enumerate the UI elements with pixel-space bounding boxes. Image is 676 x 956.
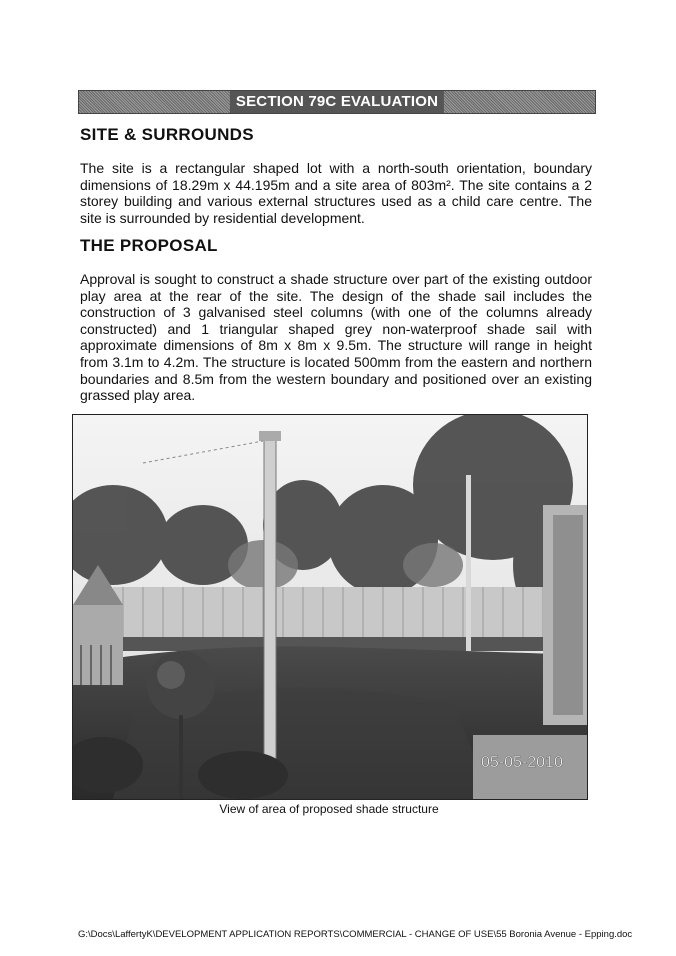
site-photo xyxy=(72,414,588,800)
document-footer-path: G:\Docs\LaffertyK\DEVELOPMENT APPLICATION REPORTS\COMMERCIAL - CHANGE OF USE\55 Boronia Avenue - Epping.doc xyxy=(78,929,633,940)
photo-date-stamp: 05-05-2010 xyxy=(481,754,563,771)
site-paragraph: The site is a rectangular shaped lot with a north-south orientation, boundary dimensions of 18.29m x 44.195m and a site area of 803m². The site contains a 2 storey building and various external structures used as a child care centre. The site is surrounded by residential development. xyxy=(80,160,592,226)
site-photo-illustration xyxy=(73,415,587,799)
proposal-paragraph: Approval is sought to construct a shade structure over part of the existing outdoor play area at the rear of the site. The design of the shade sail includes the construction of 3 galvanised steel columns (with one of the columns already constructed) and 1 triangular shaped grey non-waterproof shade sail with approximate dimensions of 8m x 8m x 9.5m. The structure will range in height from 3.1m to 4.2m. The structure is located 500mm from the eastern and northern boundaries and 8.5m from the western boundary and positioned over an existing grassed play area. xyxy=(80,271,592,404)
section-title: SECTION 79C EVALUATION xyxy=(230,91,444,113)
site-heading: SITE & SURROUNDS xyxy=(80,125,254,144)
proposal-heading: THE PROPOSAL xyxy=(80,236,218,255)
section-banner xyxy=(78,90,596,114)
photo-caption: View of area of proposed shade structure xyxy=(219,802,439,816)
